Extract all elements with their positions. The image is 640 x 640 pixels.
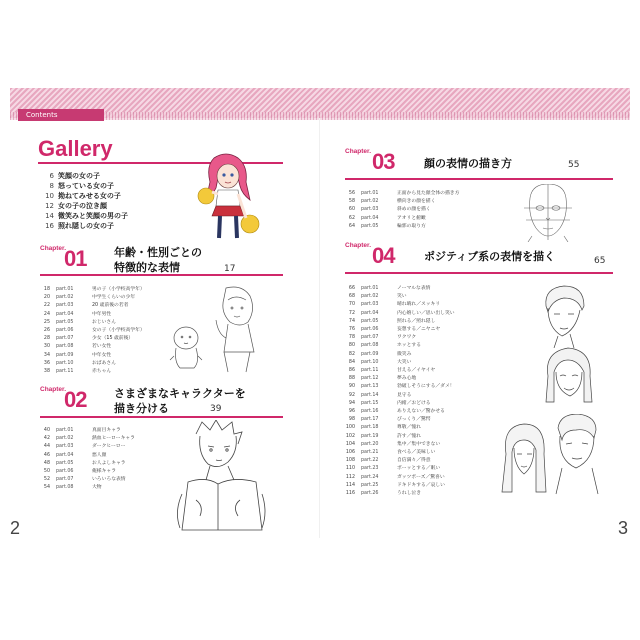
toc-entry[interactable] (38, 343, 145, 351)
page-number-right: 3 (618, 518, 629, 538)
toc-entry[interactable] (343, 206, 459, 214)
toc-entry-title: 照れる／照れ隠し (397, 318, 436, 324)
chapter-02-page: 39 (210, 404, 222, 414)
toc-entry-page: 42 (43, 436, 50, 442)
toc-entry-title: 甘える／イヤイヤ (397, 368, 436, 374)
toc-entry[interactable] (38, 311, 145, 319)
toc-entry[interactable] (38, 294, 145, 302)
toc-entry-part: part.16 (361, 409, 379, 415)
toc-entry-page: 50 (43, 469, 50, 475)
toc-entry-title: 正面から見た顔全体の描き方 (397, 191, 460, 196)
chapter-03-label: Chapter. (345, 148, 372, 155)
toc-entry[interactable] (343, 215, 459, 223)
toc-entry-title: 尊敬／憧れ (397, 425, 421, 431)
toc-entry[interactable] (38, 452, 135, 460)
toc-entry-title: 晴れ晴れ／スッキリ (397, 302, 441, 308)
toc-entry-title: 中学生くらいの少年 (92, 295, 136, 301)
toc-entry-page: 114 (345, 482, 355, 488)
chapter-04-page: 65 (594, 256, 606, 266)
toc-entry[interactable] (38, 327, 145, 335)
toc-entry[interactable] (343, 198, 459, 206)
toc-entry[interactable] (343, 326, 455, 334)
chapter-02-title-line1: さまざまなキャラクターを (114, 387, 246, 400)
toc-entry[interactable] (38, 368, 145, 376)
toc-entry-page: 20 (43, 295, 50, 301)
toc-entry-part: part.21 (361, 450, 379, 456)
toc-entry-page: 74 (348, 318, 355, 324)
toc-entry-part: part.22 (361, 458, 379, 464)
toc-entry-page: 78 (348, 335, 355, 341)
toc-entry-part: part.04 (361, 215, 379, 221)
toc-entry-part: part.01 (56, 287, 74, 292)
toc-entry-part: part.05 (56, 460, 74, 466)
toc-entry-title: 内心嬉しい／思い出し笑い (397, 310, 455, 316)
toc-entry[interactable] (38, 352, 145, 360)
toc-entry-page: 88 (348, 376, 355, 382)
chapter-04-rule (345, 272, 613, 274)
toc-entry[interactable] (343, 457, 455, 465)
toc-entry-part: part.08 (56, 344, 74, 350)
toc-entry-title: アオリと俯瞰 (397, 215, 426, 221)
chapter-04-face-1 (540, 284, 590, 348)
toc-entry[interactable] (343, 351, 455, 359)
toc-entry-page: 102 (345, 433, 355, 439)
toc-entry-title: 中年男性 (92, 311, 112, 317)
chapter-01-number: 01 (64, 246, 87, 271)
gallery-item-title: 拗ねてみせる女の子 (58, 192, 121, 200)
toc-entry[interactable] (38, 460, 135, 468)
toc-entry[interactable] (343, 490, 455, 498)
toc-entry-title: ボーッとする／眠い (397, 466, 441, 472)
toc-entry-page: 116 (345, 491, 355, 497)
toc-entry-page: 70 (348, 302, 355, 308)
toc-entry-part: part.02 (56, 436, 74, 442)
toc-entry[interactable] (38, 319, 145, 327)
toc-entry-part: part.23 (361, 466, 379, 472)
toc-entry-page: 40 (43, 428, 50, 433)
toc-entry[interactable] (343, 310, 455, 318)
toc-entry-part: part.19 (361, 433, 379, 439)
toc-entry[interactable] (343, 400, 455, 408)
toc-entry[interactable] (38, 443, 135, 451)
toc-entry-page: 30 (43, 344, 50, 350)
toc-entry-part: part.11 (56, 369, 74, 375)
toc-entry-title: 自信満々／得意 (397, 458, 431, 464)
chapter-04-number: 04 (372, 243, 395, 268)
toc-entry-page: 56 (348, 191, 355, 196)
toc-entry-part: part.01 (361, 191, 379, 196)
toc-entry[interactable] (343, 408, 455, 416)
toc-entry[interactable] (343, 342, 455, 350)
toc-entry-part: part.24 (361, 474, 379, 480)
toc-entry-page: 90 (348, 384, 355, 390)
toc-entry-title: 女の子（小学校高学年） (92, 328, 145, 334)
toc-entry-page: 94 (348, 400, 355, 406)
toc-entry-part: part.26 (361, 491, 379, 497)
toc-entry-part: part.14 (361, 392, 379, 398)
toc-entry[interactable] (343, 416, 455, 424)
toc-entry-page: 104 (345, 441, 355, 447)
toc-entry[interactable] (343, 433, 455, 441)
chapter-02-number: 02 (64, 387, 87, 412)
toc-entry-part: part.08 (361, 343, 379, 349)
toc-entry-title: 俺様キャラ (92, 469, 116, 475)
toc-entry-part: part.04 (361, 310, 379, 316)
toc-entry-title: 笑い (397, 294, 407, 300)
gallery-girl-illustration (192, 152, 264, 240)
toc-entry-title: 夢み心地 (397, 376, 417, 382)
toc-entry[interactable] (343, 223, 459, 231)
gallery-item[interactable] (38, 211, 158, 221)
toc-entry-title: ガッツポーズ／驚喜い (397, 474, 445, 480)
toc-entry[interactable] (38, 302, 145, 310)
page-number-left: 2 (10, 518, 21, 538)
gallery-item-page: 10 (45, 192, 54, 200)
toc-entry-part: part.07 (361, 335, 379, 341)
toc-entry-part: part.20 (361, 441, 379, 447)
toc-entry-title: うれし泣き (397, 491, 421, 497)
toc-entry-page: 36 (43, 360, 50, 366)
toc-entry-title: いろいろな表情 (92, 477, 126, 483)
gallery-item-page: 12 (45, 202, 54, 210)
toc-entry-page: 52 (43, 477, 50, 483)
toc-entry[interactable] (343, 441, 455, 449)
toc-entry-title: 微笑み (397, 351, 412, 357)
toc-entry[interactable] (38, 484, 135, 492)
toc-entry[interactable] (343, 293, 455, 301)
toc-entry-page: 60 (348, 207, 355, 213)
chapter-01-illustration (168, 282, 260, 376)
chapter-02-title-line2: 描き分ける (114, 402, 169, 415)
toc-entry-title: 見守る (397, 392, 412, 398)
toc-entry[interactable] (343, 318, 455, 326)
toc-entry[interactable] (343, 359, 455, 367)
toc-entry[interactable] (38, 335, 145, 343)
toc-entry-page: 106 (345, 450, 355, 456)
toc-entry-page: 38 (43, 369, 50, 375)
toc-entry[interactable] (343, 367, 455, 375)
gallery-item-page: 14 (45, 212, 54, 220)
toc-entry-title: 勃破しそうにする／ダメ！ (397, 384, 455, 390)
toc-entry-part: part.01 (361, 286, 379, 291)
toc-entry-title: 真面目キャラ (92, 428, 121, 433)
toc-entry-title: 赤ちゃん (92, 369, 112, 375)
gallery-item-title: 怒っている女の子 (58, 182, 114, 190)
toc-entry-title: 大笑い (397, 359, 412, 365)
toc-entry-title: お人よしキャラ (92, 460, 126, 466)
toc-entry-title: 内緒／おどける (397, 400, 431, 406)
toc-entry-part: part.08 (56, 485, 74, 491)
toc-entry-page: 25 (43, 319, 50, 325)
toc-entry[interactable] (38, 427, 135, 435)
toc-entry-page: 44 (43, 444, 50, 450)
toc-entry-title: 大物 (92, 485, 102, 491)
toc-entry-title: びっくり／驚愕 (397, 417, 431, 423)
toc-entry-part: part.03 (361, 302, 379, 308)
toc-entry-page: 66 (348, 286, 355, 291)
toc-entry[interactable] (38, 476, 135, 484)
toc-entry-page: 72 (348, 310, 355, 316)
toc-entry-page: 84 (348, 359, 355, 365)
toc-entry-part: part.10 (56, 360, 74, 366)
toc-entry-page: 100 (345, 425, 355, 431)
toc-entry-title: 集中／集中できない (397, 441, 441, 447)
toc-entry-part: part.04 (56, 452, 74, 458)
toc-entry-part: part.02 (56, 295, 74, 301)
chapter-01-rule (40, 274, 283, 276)
chapter-03-rule (345, 178, 613, 180)
toc-entry[interactable] (343, 474, 455, 482)
toc-entry-part: part.09 (361, 351, 379, 357)
toc-entry-part: part.02 (361, 294, 379, 300)
toc-entry-title: ワクワク (397, 335, 417, 341)
toc-entry-title: 20 歳前後の若者 (92, 303, 129, 309)
toc-entry[interactable] (343, 375, 455, 383)
toc-entry-part: part.01 (56, 428, 74, 433)
toc-entry-part: part.06 (56, 469, 74, 475)
toc-entry-page: 98 (348, 417, 355, 423)
gallery-title: Gallery (38, 136, 113, 161)
toc-entry-page: 34 (43, 352, 50, 358)
chapter-03-page: 55 (568, 160, 580, 170)
toc-entry-title: 許す／憧れ (397, 433, 421, 439)
toc-entry[interactable] (343, 392, 455, 400)
toc-entry-title: 中年女性 (92, 352, 112, 358)
toc-entry-page: 110 (345, 466, 355, 472)
toc-entry[interactable] (343, 190, 459, 198)
toc-entry-page: 54 (43, 485, 50, 491)
toc-entry-title: ノーマルな表情 (397, 286, 431, 291)
toc-entry-part: part.11 (361, 368, 379, 374)
toc-entry-part: part.18 (361, 425, 379, 431)
toc-entry-page: 48 (43, 460, 50, 466)
toc-entry-part: part.06 (56, 328, 74, 334)
toc-entry-part: part.05 (361, 318, 379, 324)
chapter-03-parts (343, 190, 459, 231)
chapter-04-parts (343, 285, 455, 498)
toc-entry-title: 食べる／美味しい (397, 450, 436, 456)
toc-entry-title: 男の子（小学校高学年） (92, 287, 145, 292)
toc-entry-page: 46 (43, 452, 50, 458)
chapter-03-face-diagram (520, 184, 576, 242)
toc-entry-page: 58 (348, 199, 355, 205)
toc-entry[interactable] (343, 465, 455, 473)
toc-entry[interactable] (343, 449, 455, 457)
toc-entry-page: 112 (345, 474, 355, 480)
gallery-item[interactable] (38, 191, 158, 201)
gallery-item[interactable] (38, 221, 158, 231)
chapter-04-title: ポジティブ系の表情を描く (424, 250, 556, 263)
chapter-03-number: 03 (372, 149, 395, 174)
chapter-01-title-line1: 年齢・性別ごとの (114, 246, 202, 259)
toc-entry-page: 26 (43, 328, 50, 334)
chapter-02-parts (38, 427, 135, 493)
chapter-01-title-line2: 特徴的な表情 (114, 261, 180, 274)
toc-entry-part: part.15 (361, 400, 379, 406)
toc-entry-page: 80 (348, 343, 355, 349)
toc-entry[interactable] (38, 286, 145, 294)
toc-entry-title: ドキドキする／哀しい (397, 482, 445, 488)
toc-entry-title: 少女（15 歳前後） (92, 336, 134, 342)
contents-tag: Contents (18, 109, 104, 121)
toc-entry-page: 18 (43, 287, 50, 292)
gallery-item[interactable] (38, 171, 158, 181)
toc-entry-page: 68 (348, 294, 355, 300)
chapter-01-parts (38, 286, 145, 376)
toc-entry-part: part.05 (56, 319, 74, 325)
toc-entry[interactable] (343, 285, 455, 293)
toc-entry-part: part.06 (361, 327, 379, 333)
toc-entry-title: ホッとする (397, 343, 421, 349)
chapter-02-rule (40, 416, 283, 418)
chapter-04-face-2 (544, 346, 596, 404)
toc-entry[interactable] (343, 424, 455, 432)
chapter-04-label: Chapter. (345, 242, 372, 249)
gallery-item-title: 微笑みと笑顔の男の子 (58, 212, 128, 220)
toc-entry-part: part.03 (56, 444, 74, 450)
toc-entry-page: 28 (43, 336, 50, 342)
toc-entry-title: 熱血ヒーローキャラ (92, 436, 135, 442)
gallery-list (38, 171, 158, 231)
toc-entry-page: 64 (348, 223, 355, 229)
chapter-04-faces-3 (500, 414, 604, 496)
gallery-item-title: 笑顔の女の子 (58, 172, 100, 180)
gallery-item-page: 16 (45, 222, 54, 230)
toc-entry-page: 76 (348, 327, 355, 333)
toc-entry-part: part.07 (56, 477, 74, 483)
toc-entry-page: 22 (43, 303, 50, 309)
toc-entry-title: ダークヒーロー (92, 444, 126, 450)
toc-entry-title: ありえない／驚かせる (397, 409, 445, 415)
toc-entry-page: 108 (345, 458, 355, 464)
toc-entry-title: 斜めの顔を描く (397, 207, 431, 213)
toc-entry-part: part.03 (56, 303, 74, 309)
toc-entry-page: 96 (348, 409, 355, 415)
toc-entry[interactable] (343, 334, 455, 342)
toc-entry-title: おばあさん (92, 360, 116, 366)
gallery-item-page: 6 (49, 172, 54, 180)
toc-entry[interactable] (38, 468, 135, 476)
toc-entry-title: 輪郭の取り方 (397, 223, 426, 229)
toc-entry[interactable] (343, 301, 455, 309)
toc-entry-page: 92 (348, 392, 355, 398)
toc-entry-part: part.25 (361, 482, 379, 488)
toc-entry[interactable] (343, 383, 455, 391)
toc-entry-page: 24 (43, 311, 50, 317)
gallery-item[interactable] (38, 201, 158, 211)
toc-entry-part: part.04 (56, 311, 74, 317)
gallery-item-title: 女の子の泣き顔 (58, 202, 107, 210)
toc-entry[interactable] (38, 360, 145, 368)
toc-entry-page: 82 (348, 351, 355, 357)
toc-entry[interactable] (343, 482, 455, 490)
chapter-02-illustration (176, 420, 268, 538)
toc-entry-part: part.02 (361, 199, 379, 205)
gallery-item[interactable] (38, 181, 158, 191)
toc-entry-part: part.12 (361, 376, 379, 382)
toc-entry-part: part.07 (56, 336, 74, 342)
page-gutter (319, 118, 320, 538)
toc-entry-part: part.17 (361, 417, 379, 423)
toc-entry-title: 横向きの顔を描く (397, 199, 436, 205)
toc-entry-part: part.09 (56, 352, 74, 358)
gallery-item-title: 照れ隠しの女の子 (58, 222, 114, 230)
toc-entry-title: おじいさん (92, 319, 116, 325)
gallery-item-page: 8 (49, 182, 54, 190)
toc-entry-part: part.05 (361, 223, 379, 229)
chapter-01-page: 17 (224, 264, 236, 274)
toc-entry-title: 若い女性 (92, 344, 112, 350)
toc-entry[interactable] (38, 435, 135, 443)
chapter-02-label: Chapter. (40, 386, 67, 393)
toc-entry-title: 悪人顔 (92, 452, 107, 458)
toc-entry-part: part.10 (361, 359, 379, 365)
toc-entry-part: part.03 (361, 207, 379, 213)
toc-entry-page: 86 (348, 368, 355, 374)
toc-entry-page: 62 (348, 215, 355, 221)
toc-entry-part: part.13 (361, 384, 379, 390)
toc-entry-title: 妄想する／ニヤニヤ (397, 327, 441, 333)
chapter-03-title: 顔の表情の描き方 (424, 157, 512, 170)
chapter-01-label: Chapter. (40, 245, 67, 252)
